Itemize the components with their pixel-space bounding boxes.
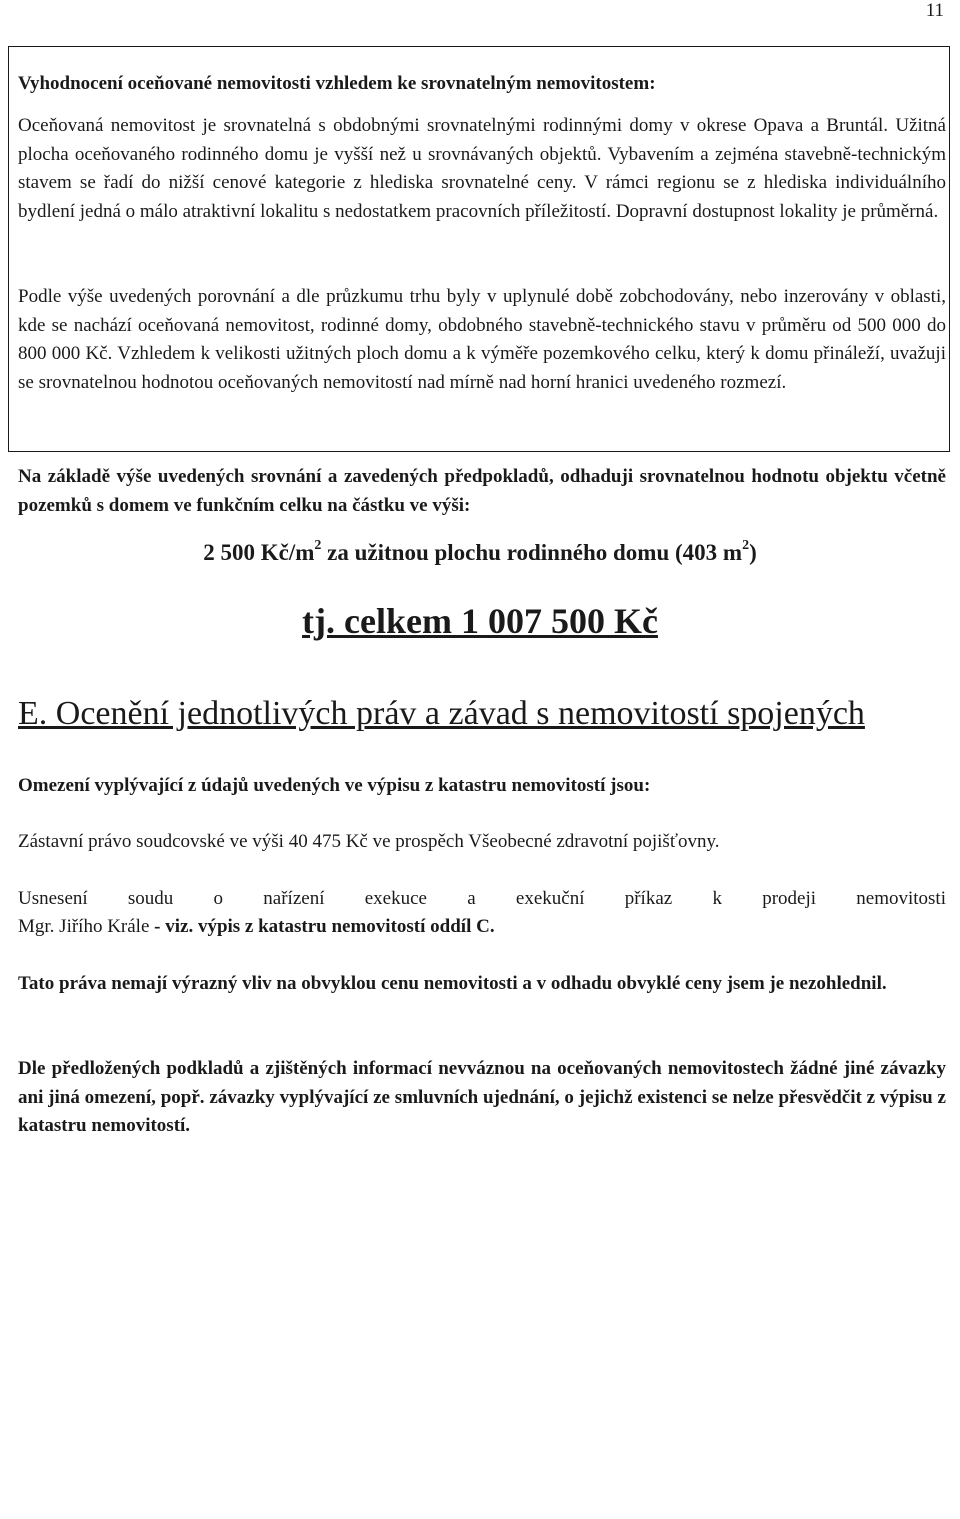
unit-price-basis: za užitnou plochu rodinného domu (403 m	[321, 540, 743, 565]
final-statement: Dle předložených podkladů a zjištěných informací nevváznou na oceňovaných nemovitostech žádné jiné závazky ani jiná omezení, popř. závazky vyplývající ze smluvních ujednání, o jejichž existenci se nelze přesvědčit z výpisu z katastru nemovitostí.	[18, 1058, 946, 1137]
unit-price-value: 2 500 Kč/m	[203, 540, 315, 565]
unit-price-line	[0, 540, 960, 566]
conclusion-statement: Na základě výše uvedených srovnání a zavedených předpokladů, odhaduji srovnatelnou hodnotu objektu včetně pozemků s domem ve funkčním celku na částku ve výši:	[18, 466, 946, 516]
resolution-line-1: Usnesení soudu o nařízení exekuce a exekuční příkaz k prodeji nemovitosti	[18, 888, 946, 909]
resolution-name: Mgr. Jiřího Krále	[18, 916, 155, 937]
paragraph-market: Podle výše uvedených porovnání a dle průzkumu trhu byly v uplynulé době zobchodovány, nebo inzerovány v oblasti, kde se nachází oceňovaná nemovitost, rodinné domy, obdobného stavebně-technického stavu v průměru od 500 000 do 800 000 Kč. Vzhledem k velikosti užitných ploch domu a k výměře pozemkového celku, který k domu přináleží, uvažuji se srovnatelnou hodnotou oceňovaných nemovitostí nad mírně nad horní hranici uvedeného rozmezí.	[18, 286, 946, 393]
total-value: tj. celkem 1 007 500 Kč	[302, 601, 658, 641]
lien-statement: Zástavní právo soudcovské ve výši 40 475 Kč ve prospěch Všeobecné zdravotní pojišťovny.	[18, 831, 720, 852]
paragraph-comparison: Oceňovaná nemovitost je srovnatelná s obdobnými srovnatelnými rodinnými domy v okrese Opava a Bruntál. Užitná plocha oceňovaného rodinného domu je vyšší než u srovnávaných objektů. Vybavením a zejména stavebně-technickým stavem se řadí do nižší cenové kategorie z hlediska srovnatelné ceny. V rámci regionu se z hlediska individuálního bydlení jedná o málo atraktivní lokalitu s nedostatkem pracovních příležitostí. Dopravní dostupnost lokality je průměrná.	[18, 115, 946, 222]
rights-statement: Tato práva nemají výrazný vliv na obvyklou cenu nemovitosti a v odhadu obvyklé ceny jsem je nezohlednil.	[18, 973, 887, 994]
area-exponent: 2	[742, 538, 750, 554]
section-e-title: E. Ocenění jednotlivých práv a závad s nemovitostí spojených	[18, 695, 865, 732]
resolution-line-2	[18, 913, 946, 942]
unit-price-close: )	[749, 540, 757, 565]
page-number: 11	[925, 0, 944, 21]
resolution-reference: - viz. výpis z katastru nemovitostí oddíl C.	[154, 916, 495, 937]
restrictions-heading: Omezení vyplývající z údajů uvedených ve výpisu z katastru nemovitostí jsou:	[18, 775, 651, 796]
evaluation-heading: Vyhodnocení oceňované nemovitosti vzhledem ke srovnatelným nemovitostem:	[18, 73, 656, 94]
unit-exponent: 2	[314, 538, 322, 554]
